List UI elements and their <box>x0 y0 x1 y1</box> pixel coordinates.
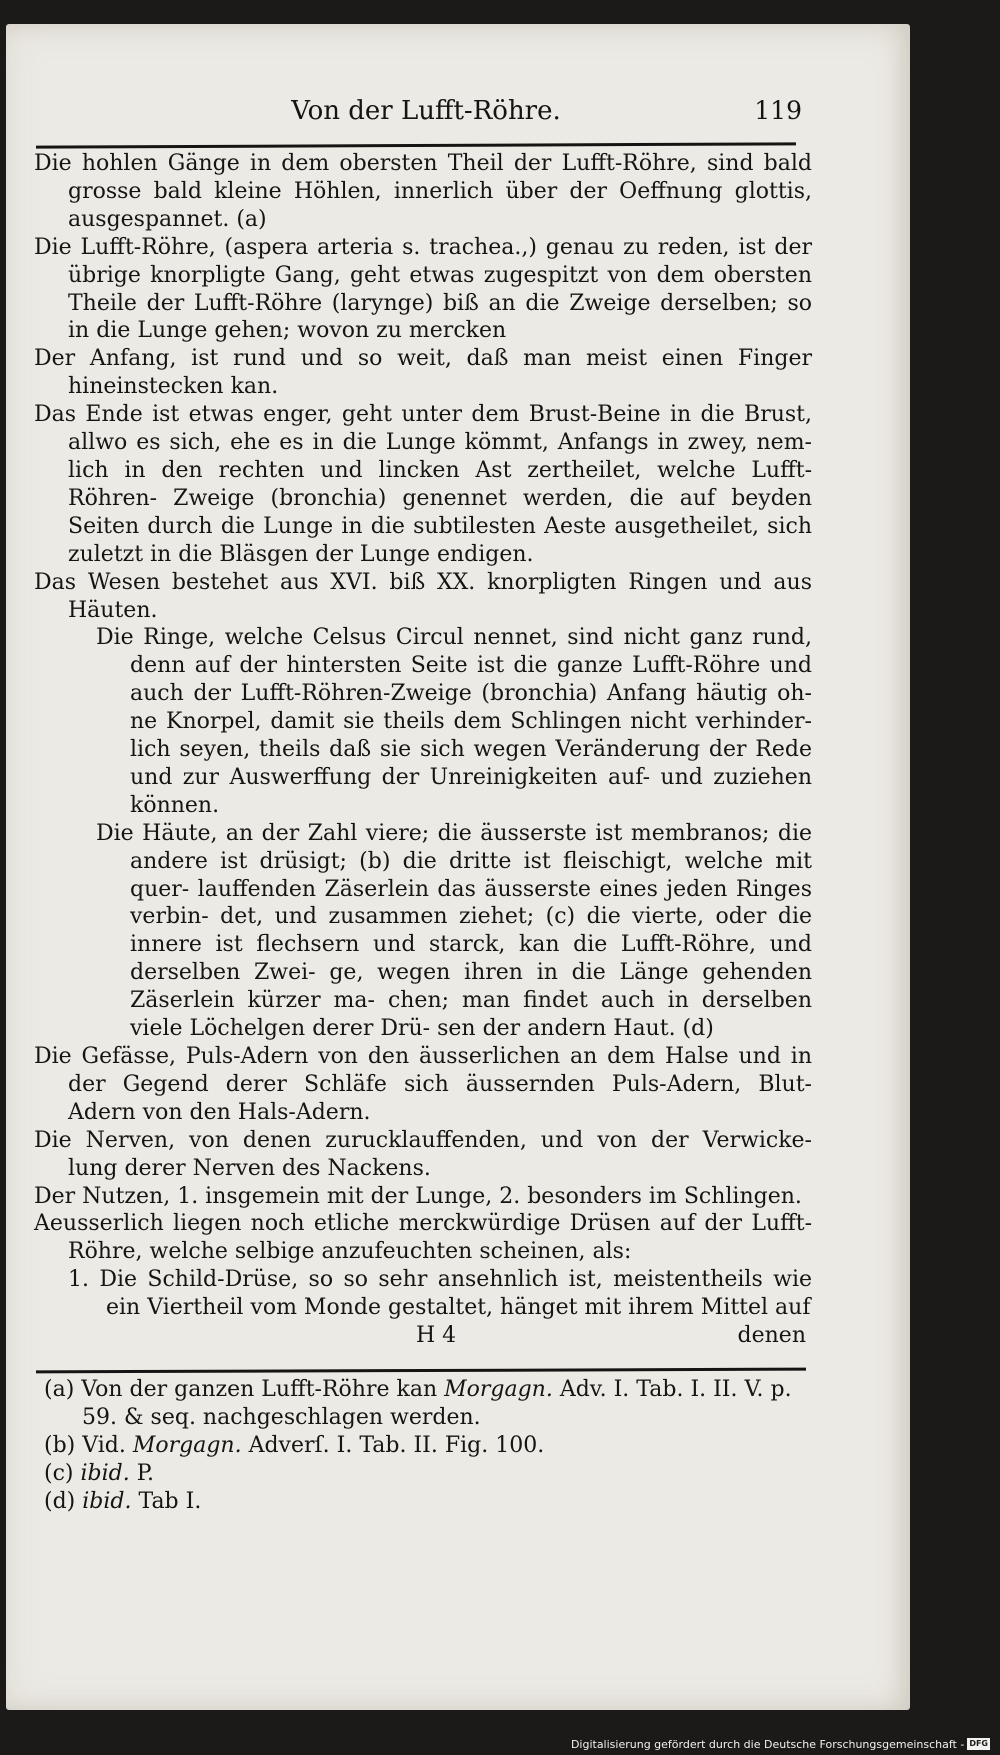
footnote-text: (c) <box>44 1461 81 1486</box>
text-line: flechsern und starck, kan die Lufft-Röhre, und derselben Zwei- <box>130 932 813 986</box>
text-line: Der Anfang, ist rund und so weit, daß man meist einen Finger <box>34 346 812 372</box>
text-line: Theile der Lufft-Röhre (larynge) biß an die Zweige derselben; so in <box>68 290 812 344</box>
signature-line <box>34 1322 812 1348</box>
text-paragraph <box>34 1183 812 1211</box>
text-line: lauffenden Zäserlein das äusserste eines jeden Ringes verbin- <box>130 876 812 930</box>
text-line: allwo es sich, ehe es in die Lunge kömmt, Anfangs in zwey, nem- <box>68 430 812 456</box>
footnote-text: P. <box>129 1461 155 1486</box>
text-paragraph <box>34 401 812 568</box>
text-line: lich in den rechten und lincken Ast zertheilet, welche Lufft-Röhren- <box>68 457 812 511</box>
text-line: Der Nutzen, 1. insgemein mit der Lunge, 2. besonders im Schlingen. <box>34 1183 802 1209</box>
text-paragraph <box>34 624 812 819</box>
text-line: hineinstecken kan. <box>68 374 279 400</box>
text-line: können. <box>130 792 220 818</box>
footnote-text: (a) Von der ganzen Lufft-Röhre kan <box>44 1377 445 1402</box>
footnote-rule <box>36 1368 806 1374</box>
text-paragraph <box>34 234 812 346</box>
text-paragraph <box>34 569 812 625</box>
footnote-text: V. p. 59. & seq. nachgeschlagen werden. <box>82 1377 792 1430</box>
text-line: auch der Lufft-Röhren-Zweige (bronchia) Anfang häutig oh- <box>130 681 812 707</box>
main-text <box>34 150 812 1348</box>
text-line: Die Lufft-Röhre, (aspera arteria s. trachea.,) genau zu reden, ist <box>34 234 766 260</box>
footnote-ref: ibid. <box>80 1461 130 1486</box>
footnote-text: (d) <box>44 1489 83 1514</box>
running-title: Von der Lufft-Röhre. <box>291 96 561 126</box>
footnote-a <box>44 1376 814 1432</box>
footnote-d <box>44 1488 814 1516</box>
text-line: Das Ende ist etwas enger, geht unter dem Brust-Beine in die Brust, <box>34 402 812 428</box>
text-line: det, und zusammen ziehet; (c) die vierte, oder die innere ist <box>130 904 812 958</box>
footnotes <box>44 1376 814 1516</box>
header-rule <box>36 142 796 148</box>
signature-mark: H 4 <box>416 1323 457 1349</box>
catchword: denen <box>737 1323 806 1349</box>
text-paragraph <box>34 1210 812 1266</box>
text-line: denn auf der hintersten Seite ist die ganze Lufft-Röhre und <box>130 653 812 679</box>
text-line: grosse bald kleine Höhlen, innerlich über der Oeffnung glottis, <box>68 178 812 204</box>
text-line: Die hohlen Gänge in dem obersten Theil der Lufft-Röhre, sind bald <box>34 151 812 176</box>
text-paragraph <box>34 1266 812 1322</box>
footnote-ref: ibid. <box>82 1489 132 1514</box>
text-paragraph <box>34 345 812 401</box>
text-paragraph <box>34 820 812 1043</box>
text-paragraph <box>34 1043 812 1127</box>
footnote-author: Morgagn. <box>132 1433 242 1458</box>
text-line: Aeusserlich liegen noch etliche merckwürdige Drüsen auf der Lufft- <box>34 1211 812 1237</box>
text-line: Adern von den Hals-Adern. <box>68 1099 371 1125</box>
text-line: in der Gegend derer Schläfe sich äussernden Puls-Adern, Blut- <box>68 1044 812 1097</box>
text-line: Die Ringe, welche Celsus Circul nennet, sind nicht ganz rund, <box>96 625 812 651</box>
text-line: Die Gefässe, Puls-Adern von den äusserlichen an dem Halse und <box>34 1044 781 1069</box>
credit-text: Digitalisierung gefördert durch die Deutsche Forschungsgemeinschaft - <box>570 1737 965 1751</box>
text-line: lich seyen, theils daß sie sich wegen Veränderung der Rede <box>130 737 812 763</box>
text-line: Viertheil vom Monde gestaltet, hänget mit ihrem Mittel auf <box>147 1295 811 1321</box>
footnote-text: (b) Vid. <box>44 1433 133 1458</box>
footnote-text: Adv. I. Tab. I. II. <box>552 1377 738 1402</box>
text-paragraph <box>34 150 812 234</box>
footnote-c <box>44 1460 814 1488</box>
text-line: ne Knorpel, damit sie theils dem Schlingen nicht verhinder- <box>130 709 812 735</box>
page-header <box>6 96 910 136</box>
text-line: Die Häute, an der Zahl viere; die äusserste ist membranos; die <box>96 820 812 846</box>
footnote-text: Tab I. <box>131 1489 202 1514</box>
text-line: lung derer Nerven des Nackens. <box>68 1155 431 1181</box>
page-number: 119 <box>754 96 802 125</box>
text-line: die Lunge in die subtilesten Aeste ausgetheilet, sich zuletzt in die <box>68 513 812 567</box>
text-line: Das Wesen bestehet aus XVI. biß XX. knorpligten Ringen und aus <box>34 569 812 595</box>
book-page <box>6 24 910 1710</box>
footnote-author: Morgagn. <box>444 1377 553 1402</box>
text-line: und zur Auswerffung der Unreinigkeiten auf- und zuziehen <box>130 764 812 790</box>
text-line: ausgespannet. (a) <box>68 206 267 232</box>
text-line: andere ist drüsigt; (b) die dritte ist fleischigt, welche mit quer- <box>130 848 812 902</box>
text-line: chen; man findet auch in derselben viele Löchelgen derer Drü- <box>130 988 812 1042</box>
text-line: Zweige (bronchia) genennet werden, die auf beyden Seiten durch <box>68 485 812 539</box>
digitization-credit <box>571 1736 990 1752</box>
text-line: die Lunge gehen; wovon zu mercken <box>96 318 507 344</box>
footnote-text: Adverſ. I. Tab. II. Fig. 100. <box>241 1433 545 1458</box>
text-paragraph <box>34 1127 812 1183</box>
text-line: 1. Die Schild-Drüse, so so sehr ansehnlich ist, meistentheils wie ein <box>68 1267 812 1321</box>
footnote-b <box>44 1432 814 1460</box>
text-line: Bläsgen der Lunge endigen. <box>219 541 534 567</box>
text-line: Die Nerven, von denen zurucklauffenden, und von der Verwicke- <box>34 1127 812 1153</box>
text-line: Röhre, welche selbige anzufeuchten scheinen, als: <box>68 1239 632 1265</box>
text-line: ge, wegen ihren in die Länge gehenden Zäserlein kürzer ma- <box>130 960 812 1014</box>
dfg-logo-icon: DFG <box>969 1739 988 1748</box>
text-line: Häuten. <box>68 597 158 623</box>
text-line: sen der andern Haut. (d) <box>437 1016 714 1042</box>
text-line: der übrige knorpligte Gang, geht etwas zugespitzt von dem obersten <box>68 234 812 288</box>
